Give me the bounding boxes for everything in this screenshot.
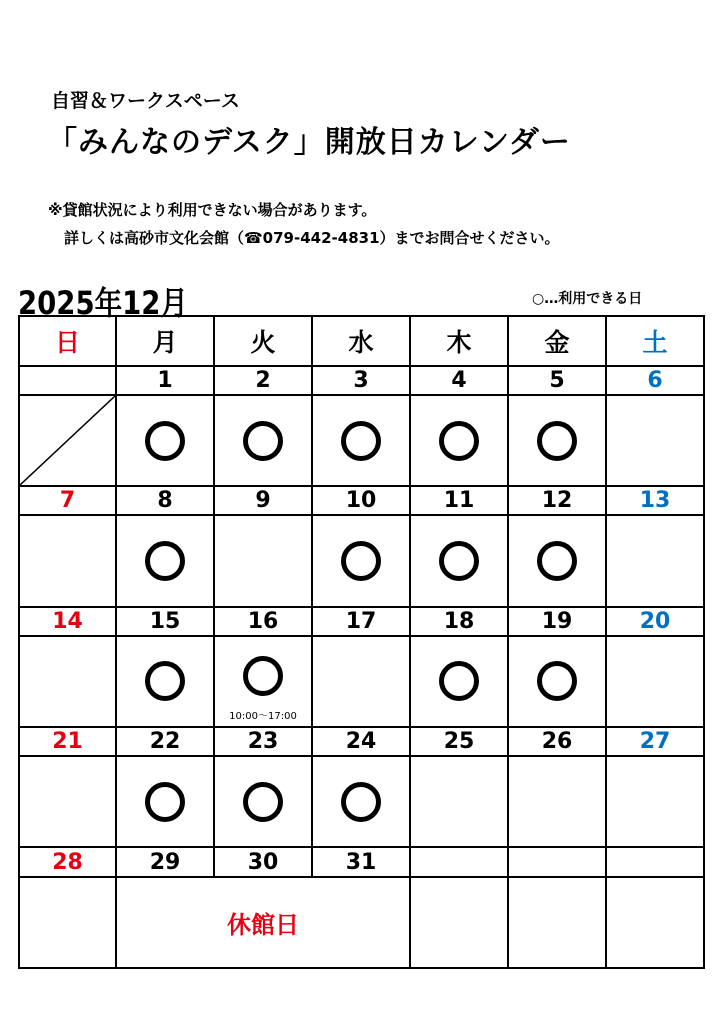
mark-cell	[19, 756, 116, 847]
week-4-marks	[19, 756, 704, 847]
subtitle: 自習＆ワークスペース	[51, 90, 240, 112]
day-number: 17	[312, 607, 410, 636]
notice-line-2: 詳しくは高砂市文化会館（☎079-442-4831）までお問合せください。	[64, 229, 560, 247]
open-circle-icon	[145, 661, 185, 701]
weekday-sun: 日	[19, 316, 116, 366]
day-number: 15	[116, 607, 214, 636]
mark-cell	[606, 877, 704, 968]
day-number	[19, 366, 116, 395]
mark-cell	[214, 756, 312, 847]
mark-cell	[312, 756, 410, 847]
day-number	[508, 847, 606, 876]
day-number: 31	[312, 847, 410, 876]
day-number: 8	[116, 486, 214, 515]
mark-cell	[214, 636, 312, 727]
day-number: 20	[606, 607, 704, 636]
mark-cell	[508, 756, 606, 847]
closed-label: 休館日	[227, 910, 299, 939]
day-number: 6	[606, 366, 704, 395]
open-circle-icon	[537, 541, 577, 581]
weekday-header-row	[19, 316, 704, 366]
weekday-mon: 月	[116, 316, 214, 366]
day-number: 10	[312, 486, 410, 515]
day-number: 5	[508, 366, 606, 395]
mark-cell	[214, 515, 312, 606]
day-number: 22	[116, 727, 214, 756]
notice-line-1: ※貸館状況により利用できない場合があります。	[48, 201, 377, 219]
day-number: 9	[214, 486, 312, 515]
mark-cell	[410, 636, 508, 727]
week-5-marks	[19, 877, 704, 968]
day-number	[606, 847, 704, 876]
weekday-tue: 火	[214, 316, 312, 366]
mark-cell	[116, 395, 214, 486]
month-label: 2025年12月	[18, 284, 188, 322]
mark-cell	[19, 877, 116, 968]
open-circle-icon	[145, 541, 185, 581]
open-circle-icon	[341, 541, 381, 581]
mark-cell	[116, 515, 214, 606]
mark-cell	[508, 515, 606, 606]
open-circle-icon	[537, 421, 577, 461]
mark-cell	[116, 756, 214, 847]
open-circle-icon	[439, 661, 479, 701]
empty-diagonal-cell	[19, 395, 116, 486]
mark-cell	[606, 756, 704, 847]
mark-cell	[116, 636, 214, 727]
mark-cell	[410, 756, 508, 847]
mark-cell	[606, 515, 704, 606]
day-number: 13	[606, 486, 704, 515]
mark-cell	[312, 515, 410, 606]
week-5-dates	[19, 847, 704, 876]
mark-cell	[19, 515, 116, 606]
day-number: 7	[19, 486, 116, 515]
open-circle-icon	[439, 541, 479, 581]
day-number: 1	[116, 366, 214, 395]
open-circle-icon	[341, 782, 381, 822]
day-number: 14	[19, 607, 116, 636]
mark-cell	[606, 395, 704, 486]
open-circle-icon	[145, 421, 185, 461]
weekday-wed: 水	[312, 316, 410, 366]
mark-cell	[508, 877, 606, 968]
mark-cell	[606, 636, 704, 727]
day-number: 25	[410, 727, 508, 756]
mark-cell	[410, 877, 508, 968]
weekday-sat: 土	[606, 316, 704, 366]
week-2-marks	[19, 515, 704, 606]
day-number: 3	[312, 366, 410, 395]
week-1-dates	[19, 366, 704, 395]
legend: ○…利用できる日	[532, 291, 643, 307]
day-number	[410, 847, 508, 876]
day-number: 16	[214, 607, 312, 636]
mark-cell	[312, 636, 410, 727]
mark-cell	[508, 636, 606, 727]
day-number: 24	[312, 727, 410, 756]
week-4-dates	[19, 727, 704, 756]
weekday-thu: 木	[410, 316, 508, 366]
day-number: 28	[19, 847, 116, 876]
week-2-dates	[19, 486, 704, 515]
closed-cell	[116, 877, 410, 968]
day-number: 21	[19, 727, 116, 756]
week-1-marks	[19, 395, 704, 486]
day-number: 30	[214, 847, 312, 876]
week-3-marks	[19, 636, 704, 727]
weekday-fri: 金	[508, 316, 606, 366]
day-number: 23	[214, 727, 312, 756]
mark-cell	[410, 515, 508, 606]
open-circle-icon	[243, 656, 283, 696]
calendar-grid	[18, 315, 705, 969]
day-number: 19	[508, 607, 606, 636]
mark-cell	[19, 636, 116, 727]
mark-cell	[410, 395, 508, 486]
special-hours-note: 10:00～17:00	[229, 711, 297, 722]
open-circle-icon	[145, 782, 185, 822]
open-circle-icon	[243, 782, 283, 822]
mark-cell	[214, 395, 312, 486]
page-title: 「みんなのデスク」開放日カレンダー	[47, 125, 571, 160]
day-number: 11	[410, 486, 508, 515]
open-circle-icon	[537, 661, 577, 701]
day-number: 4	[410, 366, 508, 395]
day-number: 29	[116, 847, 214, 876]
day-number: 18	[410, 607, 508, 636]
open-circle-icon	[243, 421, 283, 461]
day-number: 2	[214, 366, 312, 395]
day-number: 12	[508, 486, 606, 515]
open-circle-icon	[439, 421, 479, 461]
open-circle-icon	[341, 421, 381, 461]
week-3-dates	[19, 607, 704, 636]
day-number: 26	[508, 727, 606, 756]
mark-cell	[312, 395, 410, 486]
mark-cell	[508, 395, 606, 486]
day-number: 27	[606, 727, 704, 756]
